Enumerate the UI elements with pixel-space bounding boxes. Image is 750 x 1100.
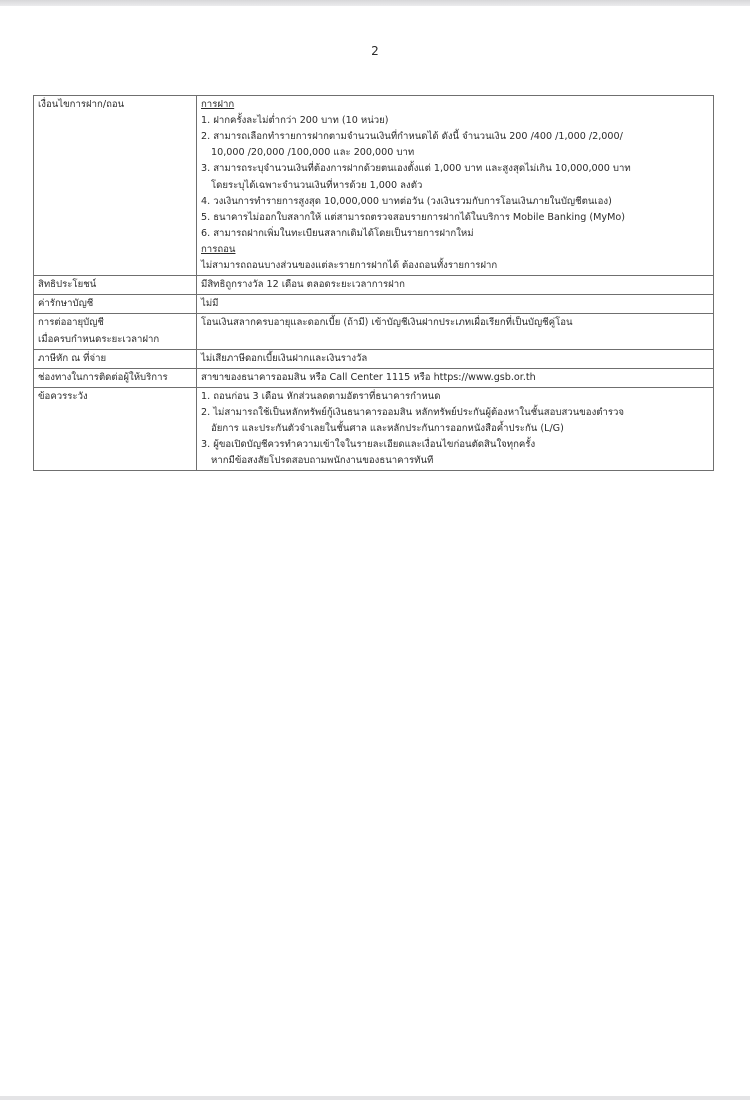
row-value: สาขาของธนาคารออมสิน หรือ Call Center 1115 หรือ https://www.gsb.or.th: [201, 371, 536, 383]
table-row-deposit-withdraw-conditions: [34, 96, 714, 276]
row-content-cell: [197, 387, 714, 471]
deposit-rule-6: 6. สามารถฝากเพิ่มในทะเบียนสลากเดิมได้โดยเป็นรายการฝากใหม่: [201, 227, 474, 239]
row-label-cell: [34, 96, 197, 276]
deposit-rule-2: 2. สามารถเลือกทำรายการฝากตามจำนวนเงินที่กำหนดได้ ดังนี้ จำนวนเงิน 200 /400 /1,000 /2,000/: [201, 131, 623, 143]
row-label-cell: [34, 276, 197, 295]
table-row-withholding-tax: [34, 349, 714, 368]
caution-3-cont: หากมีข้อสงสัยโปรดสอบถามพนักงานของธนาคารทันที: [211, 455, 434, 467]
row-label-cell: [34, 349, 197, 368]
row-label-cell: [34, 314, 197, 349]
deposit-heading: การฝาก: [201, 99, 235, 110]
table-row-contact-channels: [34, 368, 714, 387]
deposit-rule-4: 4. วงเงินการทำรายการสูงสุด 10,000,000 บาทต่อวัน (วงเงินรวมกับการโอนเงินภายในบัญชีตนเอง): [201, 195, 612, 207]
row-value: มีสิทธิถูกรางวัล 12 เดือน ตลอดระยะเวลาการฝาก: [201, 279, 405, 291]
row-value: ไม่มี: [201, 298, 219, 310]
caution-3: 3. ผู้ขอเปิดบัญชีควรทำความเข้าใจในรายละเอียดและเงื่อนไขก่อนตัดสินใจทุกครั้ง: [201, 439, 536, 451]
withdraw-heading: การถอน: [201, 243, 236, 255]
row-content-cell: [197, 349, 714, 368]
row-content-cell: [197, 314, 714, 349]
table-row-renewal: [34, 314, 714, 349]
row-label: ภาษีหัก ณ ที่จ่าย: [38, 352, 107, 364]
deposit-rule-1: 1. ฝากครั้งละไม่ต่ำกว่า 200 บาท (10 หน่วย): [201, 115, 389, 127]
caution-2-cont: อัยการ และประกันตัวจำเลยในชั้นศาล และหลักประกันการออกหนังสือค้ำประกัน (L/G): [211, 423, 564, 435]
row-content-cell: [197, 295, 714, 314]
deposit-rule-3-cont: โดยระบุได้เฉพาะจำนวนเงินที่หารด้วย 1,000 ลงตัว: [211, 179, 423, 191]
deposit-rule-5: 5. ธนาคารไม่ออกใบสลากให้ แต่สามารถตรวจสอบรายการฝากได้ในบริการ Mobile Banking (MyMo): [201, 211, 625, 223]
table-row-account-fee: [34, 295, 714, 314]
row-label: ค่ารักษาบัญชี: [38, 298, 94, 310]
deposit-rule-2-cont: 10,000 /20,000 /100,000 และ 200,000 บาท: [211, 147, 415, 159]
row-label: ช่องทางในการติดต่อผู้ให้บริการ: [38, 371, 168, 383]
withdraw-rule: ไม่สามารถถอนบางส่วนของแต่ละรายการฝากได้ ต้องถอนทั้งรายการฝาก: [201, 260, 498, 272]
page-bottom-edge: [0, 1096, 750, 1100]
page-top-edge: [0, 0, 750, 6]
row-label-cell: [34, 387, 197, 471]
row-label-cell: [34, 368, 197, 387]
deposit-rule-3: 3. สามารถระบุจำนวนเงินที่ต้องการฝากด้วยตนเองตั้งแต่ 1,000 บาท และสูงสุดไม่เกิน 10,000,000 บาท: [201, 163, 631, 175]
row-value: โอนเงินสลากครบอายุและดอกเบี้ย (ถ้ามี) เข้าบัญชีเงินฝากประเภทเผื่อเรียกที่เป็นบัญชีคู่โอน: [201, 317, 573, 329]
row-label-line-1: การต่ออายุบัญชี: [38, 317, 104, 329]
caution-1: 1. ถอนก่อน 3 เดือน หักส่วนลดตามอัตราที่ธนาคารกำหนด: [201, 390, 441, 402]
row-label-line-2: เมื่อครบกำหนดระยะเวลาฝาก: [38, 333, 160, 345]
row-content-cell: [197, 276, 714, 295]
table-row-benefits: [34, 276, 714, 295]
row-label: ข้อควรระวัง: [38, 390, 88, 402]
page-number: 2: [371, 44, 379, 58]
row-label: สิทธิประโยชน์: [38, 279, 97, 291]
row-content-cell: [197, 96, 714, 276]
caution-2: 2. ไม่สามารถใช้เป็นหลักทรัพย์กู้เงินธนาคารออมสิน หลักทรัพย์ประกันผู้ต้องหาในชั้นสอบสวนของตำรวจ: [201, 406, 625, 418]
table-row-cautions: [34, 387, 714, 471]
row-value: ไม่เสียภาษีดอกเบี้ยเงินฝากและเงินรางวัล: [201, 352, 368, 364]
product-terms-table-body: [34, 96, 714, 471]
row-content-cell: [197, 368, 714, 387]
row-label-cell: [34, 295, 197, 314]
product-terms-table: [33, 95, 714, 471]
row-label: เงื่อนไขการฝาก/ถอน: [38, 99, 125, 110]
